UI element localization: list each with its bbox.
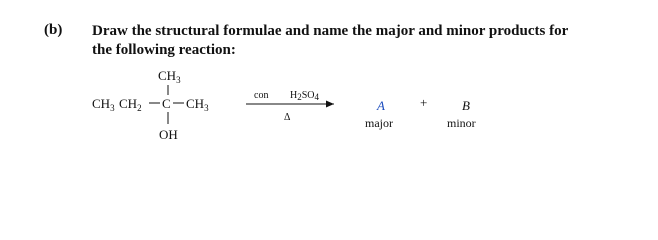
part-label: (b)	[44, 22, 63, 38]
reactant-bottom-group: OH	[159, 127, 178, 142]
product-b-label: minor	[447, 116, 476, 130]
plus-sign: +	[420, 95, 428, 110]
reaction-arrow-head	[326, 101, 334, 108]
reactant-top-group: $CH_3$	[158, 68, 181, 85]
reactant-chain-b: $CH_2$	[119, 96, 142, 113]
product-b-letter: B	[462, 98, 470, 113]
reagent-formula: H2SO4	[290, 90, 320, 102]
prompt-line-2: the following reaction:	[92, 42, 236, 58]
reaction-condition-heat: Δ	[284, 112, 291, 123]
reactant-chain-a: $CH_3$	[92, 96, 115, 113]
prompt-line-1: Draw the structural formulae and name the major and minor products for	[92, 23, 569, 39]
product-a-label: major	[365, 116, 393, 130]
reactant-right-group: $CH_3$	[186, 96, 209, 113]
reagent-above: con	[254, 90, 269, 101]
product-a-letter: A	[377, 98, 385, 113]
reactant-center-atom: C	[162, 96, 171, 111]
